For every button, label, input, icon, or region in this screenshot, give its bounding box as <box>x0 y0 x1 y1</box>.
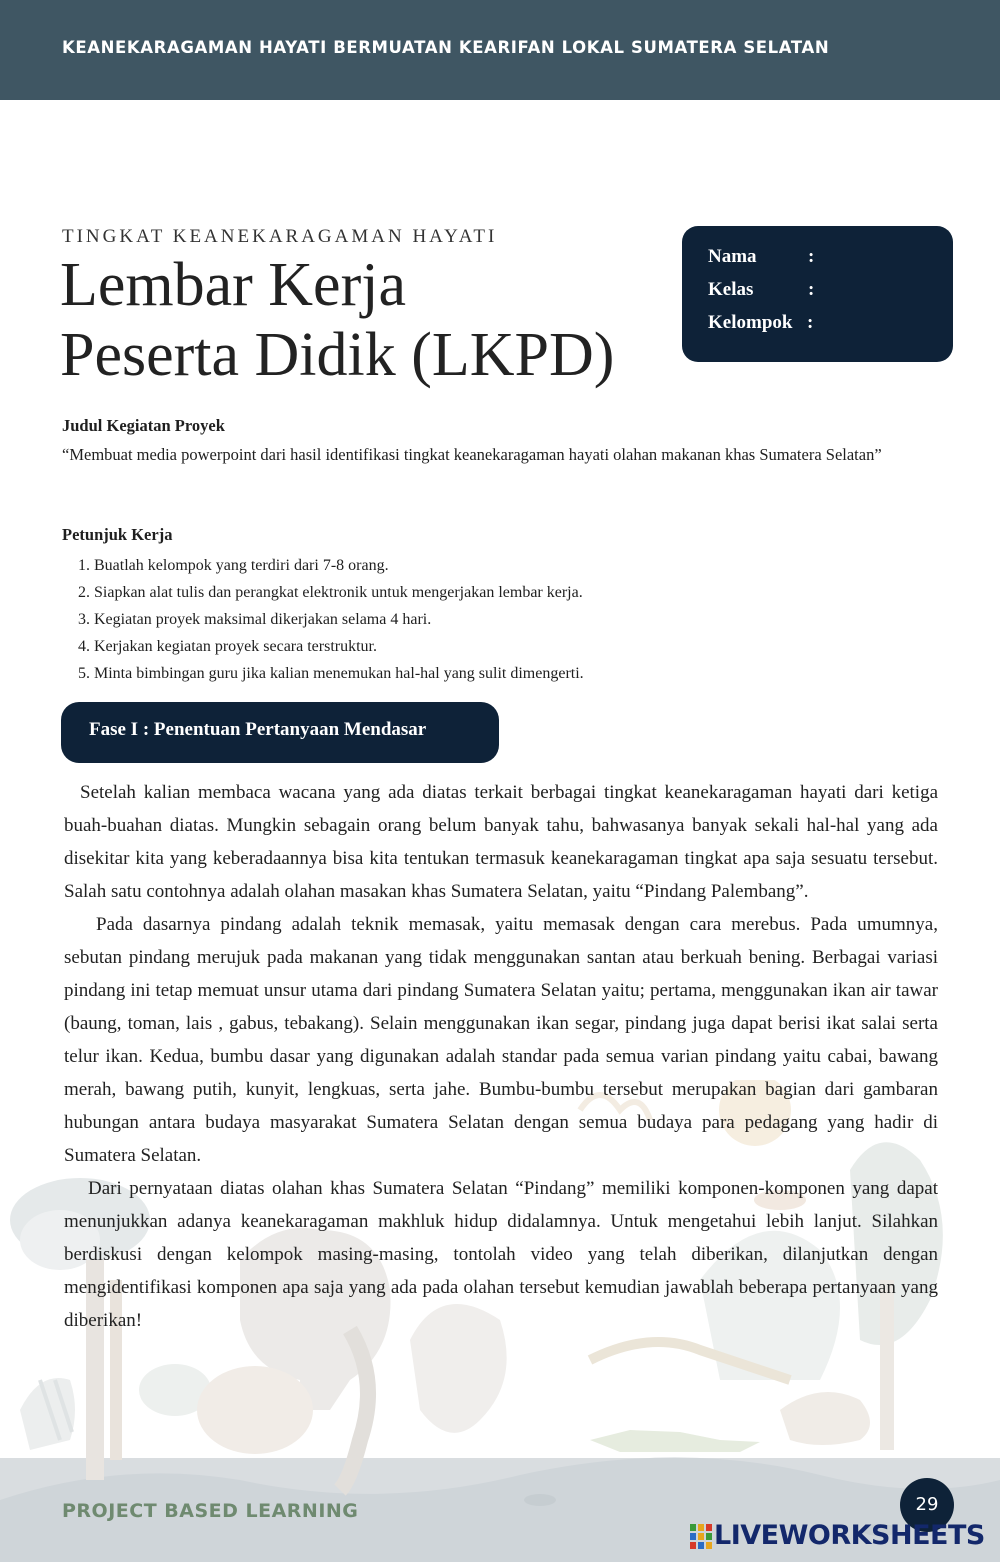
body-paragraph: Pada dasarnya pindang adalah teknik memasak, yaitu memasak dengan cara merebus. Pada umumnya, sebutan pindang merujuk pada makanan yang tidak menggunakan santan atau berkuah bening. Berbagai variasi pindang ini tetap memuat unsur utama dari pindang Sumatera Selatan yaitu; pertama, menggunakan ikan air tawar (baung, toman, lais , gabus, tebakang). Selain menggunakan ikan segar, pindang juga dapat berisi ikat salai serta telur ikan. Kedua, bumbu dasar yang digunakan adalah standar pada semua varian pindang yaitu cabai, bawang merah, bawang putih, kunyit, lengkuas, serta jahe. Bumbu-bumbu tersebut merupakan bagian dari gambaran hubungan antara budaya masyarakat Sumatera Selatan dengan semua budaya para pedagang yang hadir di Sumatera Selatan. <box>64 914 938 1166</box>
page-title <box>60 250 614 390</box>
liveworksheets-grid-icon <box>690 1524 712 1550</box>
identity-box <box>682 226 953 362</box>
instruction-item: 2. Siapkan alat tulis dan perangkat elektronik untuk mengerjakan lembar kerja. <box>78 584 583 601</box>
identity-label: Kelompok <box>708 312 793 333</box>
section-eyebrow: TINGKAT KEANEKARAGAMAN HAYATI <box>62 226 498 247</box>
identity-colon: : <box>808 246 815 267</box>
identity-row-nama[interactable] <box>708 246 814 268</box>
identity-row-kelompok[interactable] <box>708 312 813 334</box>
instruction-item: 1. Buatlah kelompok yang terdiri dari 7-8 orang. <box>78 557 389 574</box>
identity-label: Kelas <box>708 279 754 300</box>
instruction-item: 3. Kegiatan proyek maksimal dikerjakan selama 4 hari. <box>78 611 432 628</box>
body-paragraph: Dari pernyataan diatas olahan khas Sumatera Selatan “Pindang” memiliki komponen-komponen yang dapat menunjukkan adanya keanekaragaman makhluk hidup didalamnya. Untuk mengetahui lebih lanjut. Silahkan berdiskusi dengan kelompok masing-masing, tontolah video yang telah diberikan, dilanjutkan dengan mengidentifikasi komponen apa saja yang ada pada olahan tersebut kemudian jawablah beberapa pertanyaan yang diberikan! <box>64 1178 938 1331</box>
instructions-heading: Petunjuk Kerja <box>62 525 173 544</box>
liveworksheets-logo[interactable] <box>690 1520 995 1554</box>
identity-label: Nama <box>708 246 757 267</box>
project-title-text: “Membuat media powerpoint dari hasil identifikasi tingkat keanekaragaman hayati olahan makanan khas Sumatera Selatan” <box>62 445 882 464</box>
project-heading: Judul Kegiatan Proyek <box>62 416 225 435</box>
identity-colon: : <box>807 312 814 333</box>
body-paragraph: Setelah kalian membaca wacana yang ada diatas terkait berbagai tingkat keanekaragaman hayati dari ketiga buah-buahan diatas. Mungkin sebagain orang belum banyak tahu, bahwasanya banyak sekali hal-hal yang ada disekitar kita yang keberadaannya bisa kita tentukan termasuk keanekaragaman tingkat apa saja sesuatu tersebut. Salah satu contohnya adalah olahan masakan khas Sumatera Selatan, yaitu “Pindang Palembang”. <box>64 782 938 902</box>
footer-label: PROJECT BASED LEARNING <box>62 1500 359 1522</box>
phase-banner <box>61 702 499 763</box>
instruction-item: 4. Kerjakan kegiatan proyek secara terstruktur. <box>78 638 377 655</box>
instruction-list <box>78 552 584 687</box>
title-line-2: Peserta Didik (LKPD) <box>60 321 615 389</box>
page-number: 29 <box>900 1478 954 1532</box>
liveworksheets-text: LIVEWORKSHEETS <box>714 1520 985 1551</box>
body-text <box>64 776 938 1337</box>
phase-label: Fase I : Penentuan Pertanyaan Mendasar <box>89 719 427 740</box>
title-line-1: Lembar Kerja <box>60 251 406 319</box>
header-title: KEANEKARAGAMAN HAYATI BERMUATAN KEARIFAN LOKAL SUMATERA SELATAN <box>62 38 830 57</box>
identity-colon: : <box>808 279 815 300</box>
identity-row-kelas[interactable] <box>708 279 814 301</box>
instruction-item: 5. Minta bimbingan guru jika kalian menemukan hal-hal yang sulit dimengerti. <box>78 665 584 682</box>
